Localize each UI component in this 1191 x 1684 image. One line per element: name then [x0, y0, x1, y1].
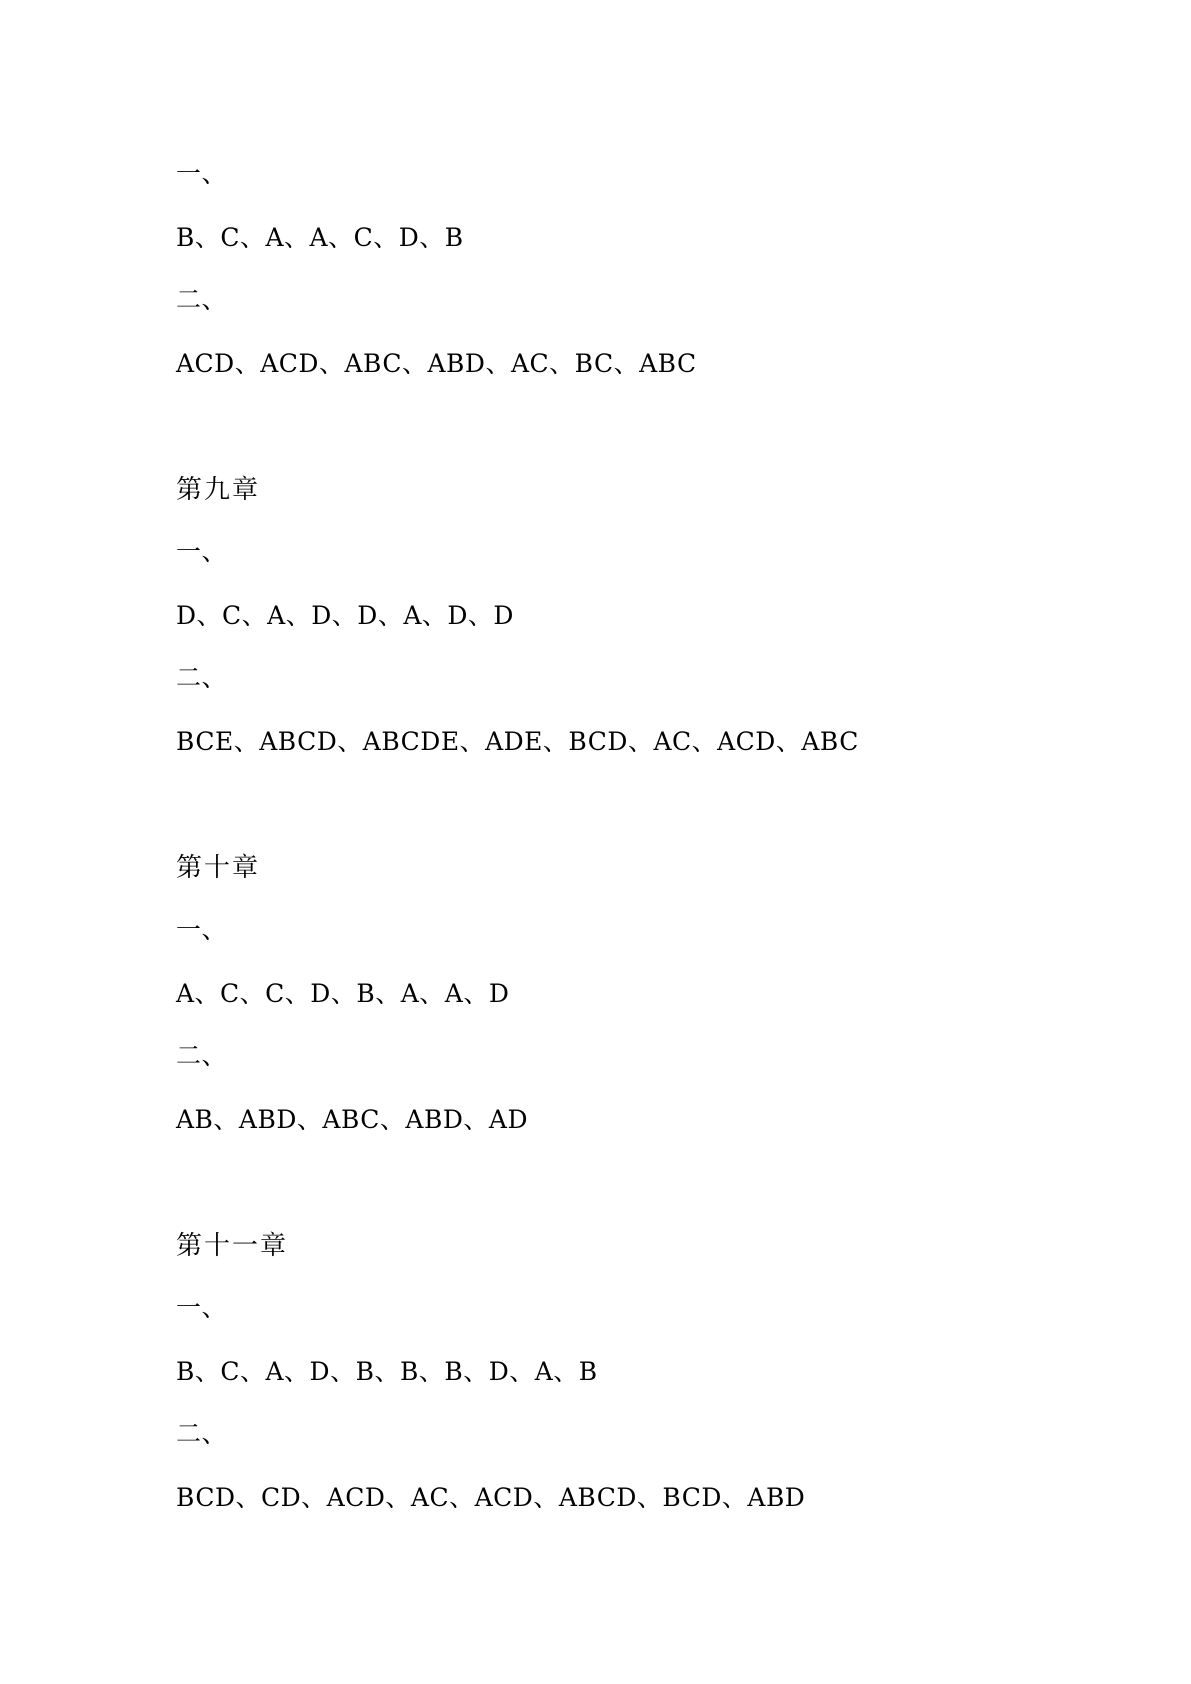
chapter-9-title: 第九章: [176, 475, 261, 505]
chapter-9-answers-single-choice: D、C、A、D、D、A、D、D: [176, 601, 514, 630]
chapter-10-answers-multiple-choice: AB、ABD、ABC、ABD、AD: [176, 1105, 528, 1134]
chapter-10-section-label-multiple-choice: 二、: [176, 1041, 228, 1070]
section-label-multiple-choice: 二、: [176, 285, 228, 314]
chapter-9-section-label-multiple-choice: 二、: [176, 663, 228, 692]
chapter-10-answers-single-choice: A、C、C、D、B、A、A、D: [176, 979, 510, 1008]
answers-multiple-choice: ACD、ACD、ABC、ABD、AC、BC、ABC: [176, 349, 697, 378]
chapter-11-title: 第十一章: [176, 1231, 289, 1261]
section-label-single-choice: 一、: [176, 159, 228, 188]
chapter-10-section-label-single-choice: 一、: [176, 915, 228, 944]
chapter-9-answers-multiple-choice: BCE、ABCD、ABCDE、ADE、BCD、AC、ACD、ABC: [176, 727, 859, 756]
chapter-10-title: 第十章: [176, 853, 261, 883]
answers-single-choice: B、C、A、A、C、D、B: [176, 223, 464, 252]
chapter-9-section-label-single-choice: 一、: [176, 537, 228, 566]
chapter-11-section-label-single-choice: 一、: [176, 1293, 228, 1322]
chapter-11-answers-single-choice: B、C、A、D、B、B、B、D、A、B: [176, 1357, 598, 1386]
chapter-11-answers-multiple-choice: BCD、CD、ACD、AC、ACD、ABCD、BCD、ABD: [176, 1483, 806, 1512]
chapter-11-section-label-multiple-choice: 二、: [176, 1419, 228, 1448]
